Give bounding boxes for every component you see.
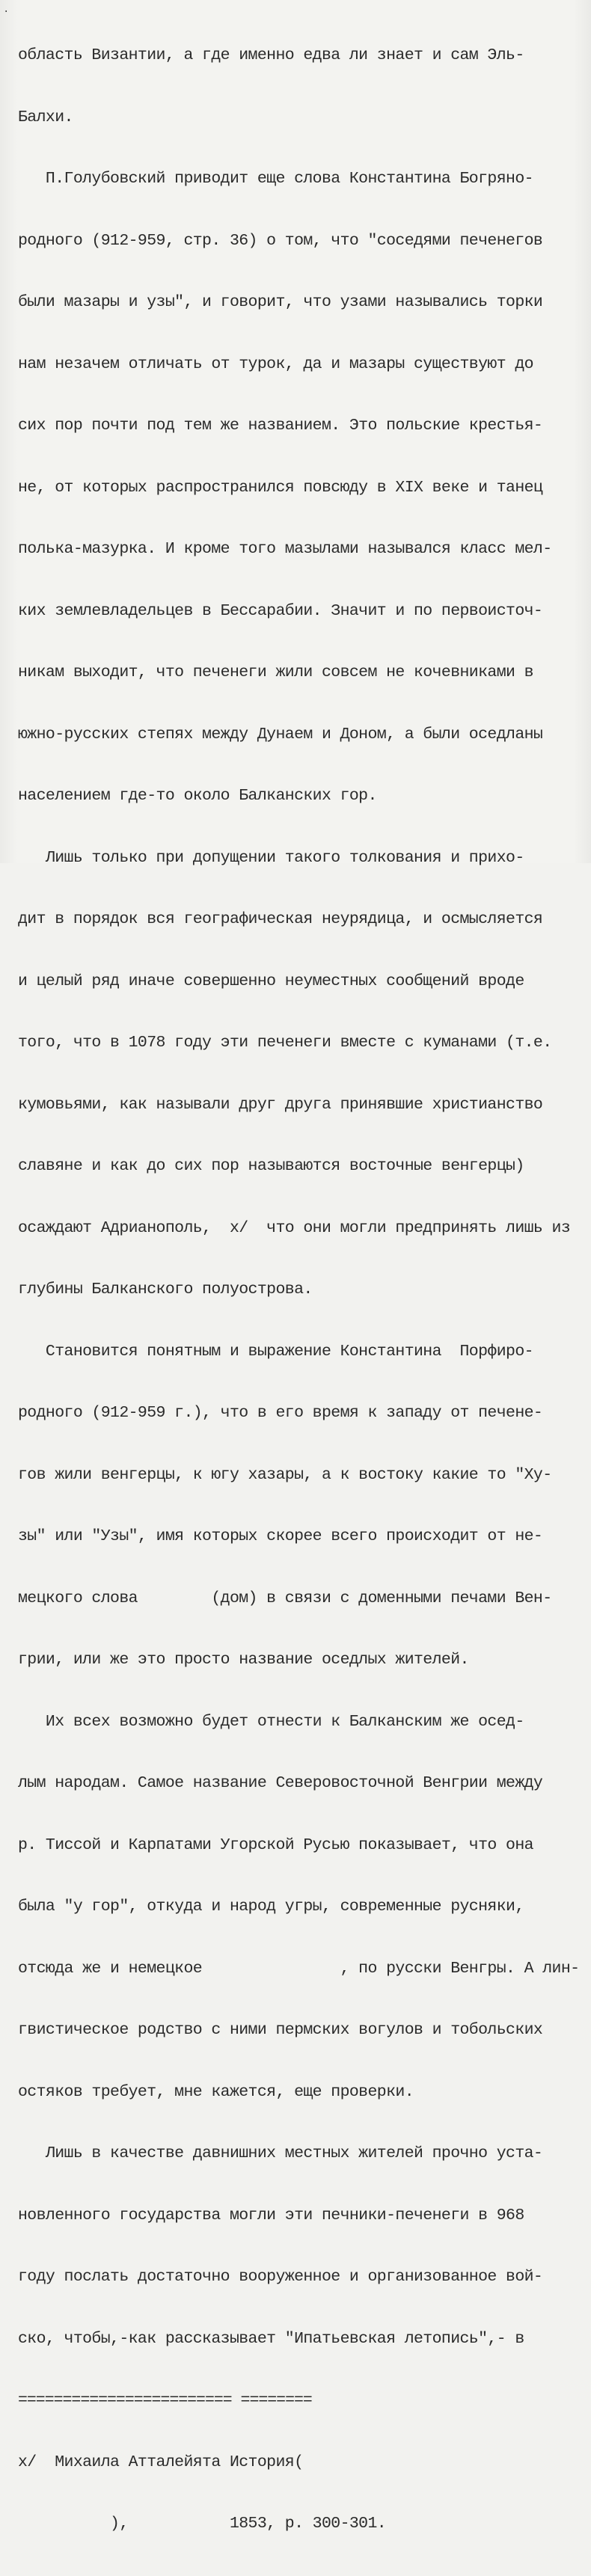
text-line: дит в порядок вся географическая неурядица, и осмысляется xyxy=(18,910,543,928)
text-line: Балхи. xyxy=(18,108,73,126)
text-line: славяне и как до сих пор называются восточные венгерцы) xyxy=(18,1157,524,1175)
text-line: П.Голубовский приводит еще слова Константина Богряно- xyxy=(18,170,533,188)
text-line: область Византии, а где именно едва ли знает и сам Эль- xyxy=(18,46,524,64)
text-line: не, от которых распространился повсюду в XIX веке и танец xyxy=(18,478,543,497)
footnote-separator: ======================== ======== xyxy=(18,2391,312,2409)
text-line: Лишь в качестве давнишних местных жителей прочно уста- xyxy=(18,2144,543,2162)
text-line: грии, или же это просто название оседлых жителей. xyxy=(18,1651,469,1669)
text-line: гов жили венгерцы, к югу хазары, а к востоку какие то "Ху- xyxy=(18,1465,552,1484)
text-line: р. Тиссой и Карпатами Угорской Русью показывает, что она xyxy=(18,1836,533,1854)
text-line: были мазары и узы", и говорит, что узами назывались торки xyxy=(18,293,543,311)
margin-mark: · xyxy=(3,6,10,18)
text-line: родного (912-959 г.), что в его время к западу от печене- xyxy=(18,1404,543,1422)
text-line: Их всех возможно будет отнести к Балканским же осед- xyxy=(18,1712,524,1731)
text-line: южно-русских степях между Дунаем и Доном, а были оседланы xyxy=(18,725,543,743)
text-line: кумовьями, как называли друг друга принявшие христианство xyxy=(18,1095,543,1114)
text-line: году послать достаточно вооруженное и организованное вой- xyxy=(18,2268,543,2286)
text-line: полька-мазурка. И кроме того мазылами назывался класс мел- xyxy=(18,540,552,558)
document-body xyxy=(18,4,587,2576)
text-line: глубины Балканского полуострова. xyxy=(18,1281,313,1298)
text-line: лым народам. Самое название Северовосточной Венгрии между xyxy=(18,1774,543,1792)
text-line: гвистическое родство с ними пермских вогулов и тобольских xyxy=(18,2021,543,2039)
footnote-line-2: ), 1853, р. 300-301. xyxy=(18,2515,387,2533)
footnote-line-1 xyxy=(18,2453,587,2474)
footnote-marker: x/ xyxy=(18,2453,37,2471)
text-line: Лишь только при допущении такого толкования и прихо- xyxy=(18,848,524,867)
text-line: Становится понятным и выражение Константина Порфиро- xyxy=(18,1342,533,1361)
text-line: и целый ряд иначе совершенно неуместных сообщений вроде xyxy=(18,972,524,990)
text-line: ско, чтобы,-как рассказывает "Ипатьевская летопись",- в xyxy=(18,2329,524,2348)
text-line: населением где-то около Балканских гор. xyxy=(18,787,377,805)
text-line: того, что в 1078 году эти печенеги вместе с куманами (т.е. xyxy=(18,1034,552,1052)
text-line: новленного государства могли эти печники-печенеги в 968 xyxy=(18,2206,524,2224)
footnote-text-1: Михаила Атталейята История( xyxy=(36,2453,304,2471)
text-line: отсюда же и немецкое , по русски Венгры. А лин- xyxy=(18,1959,580,1978)
text-line: остяков требует, мне кажется, еще проверки. xyxy=(18,2082,414,2101)
text-line: сих пор почти под тем же названием. Это польские крестья- xyxy=(18,417,543,435)
text-line: осаждают Адрианополь, x/ что они могли предпринять лишь из xyxy=(18,1218,571,1237)
text-line: нам незачем отличать от турок, да и мазары существуют до xyxy=(18,355,533,373)
text-line: мецкого слова (дом) в связи с доменными печами Вен- xyxy=(18,1589,552,1607)
text-line: родного (912-959, стр. 36) о том, что "соседями печенегов xyxy=(18,231,543,250)
text-line: зы" или "Узы", имя которых скорее всего происходит от не- xyxy=(18,1527,543,1545)
text-line: была "у гор", откуда и народ угры, современные русняки, xyxy=(18,1898,524,1916)
text-line: никам выходит, что печенеги жили совсем не кочевниками в xyxy=(18,663,533,681)
text-line: ких землевладельцев в Бессарабии. Значит и по первоисточ- xyxy=(18,601,543,620)
